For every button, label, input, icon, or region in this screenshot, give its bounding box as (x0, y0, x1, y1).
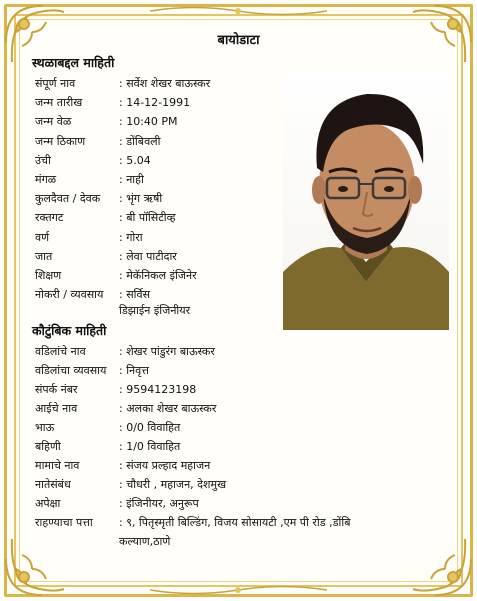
family-value: : निवृत्त (119, 364, 149, 377)
personal-label: नोकरी / व्यवसाय (35, 288, 104, 302)
page-title: बायोडाटा (217, 33, 260, 48)
personal-value: : 14-12-1991 (119, 96, 191, 110)
personal-label: मंगळ (35, 173, 57, 186)
family-label: मामाचे नाव (35, 459, 80, 472)
personal-label: कुलदैवत / देवक (35, 192, 101, 206)
personal-value: : नाही (119, 173, 144, 186)
personal-label: जन्म तारीख (35, 96, 83, 110)
personal-value: : सर्वेश शेखर बाऊस्कर (119, 77, 211, 90)
address-continued: कल्याण,ठाणे (119, 535, 171, 548)
personal-value: : गोरा (119, 230, 143, 244)
family-value: : इंजिनीयर, अनुरूप (119, 497, 199, 510)
family-value: : 9594123198 (119, 383, 197, 396)
section-title-personal: स्थळाबद्दल माहिती (32, 55, 115, 70)
family-label: संपर्क नंबर (35, 383, 78, 396)
family-value: : अलका शेखर बाऊस्कर (119, 402, 217, 415)
family-label: राहण्याचा पत्ता (35, 516, 93, 529)
top-ornament-icon (150, 4, 327, 18)
bottom-ornament-icon (150, 583, 327, 597)
family-value: : 0/0 विवाहित (119, 421, 181, 434)
personal-label: रक्तगट (35, 211, 64, 225)
corner-ornament-icon (403, 527, 475, 599)
family-value: : शेखर पांडुरंग बाऊस्कर (119, 345, 215, 358)
personal-label: शिक्षण (35, 269, 62, 282)
occupation-continued: डिझाईन इंजिनीयर (119, 304, 191, 317)
family-value: : चौधरी , महाजन, देशमुख (119, 478, 227, 491)
section-title-family: कौटुंबिक माहिती (32, 323, 107, 338)
personal-label: जात (35, 249, 53, 263)
family-label: वडिलांचे नाव (35, 345, 86, 358)
family-label: अपेक्षा (35, 497, 61, 510)
personal-value: : बी पॉसिटीव्ह (119, 211, 176, 225)
personal-label: वर्ण (35, 230, 50, 244)
profile-photo (283, 72, 449, 330)
personal-value: : भृंग ऋषी (119, 192, 163, 206)
personal-value: : 5.04 (119, 153, 151, 167)
personal-value: : मेकॅनिकल इंजिनेर (119, 269, 197, 282)
personal-label: उंची (35, 153, 51, 167)
personal-label: जन्म वेळ (35, 115, 72, 129)
family-label: बहिणी (35, 440, 61, 453)
personal-value: : 10:40 PM (119, 115, 178, 129)
personal-value: : लेवा पाटीदार (119, 249, 177, 263)
family-value: : ९, पितृस्मृती बिल्डिंग, विजय सोसायटी ,एम पी रोड ,डोंबि (119, 516, 351, 529)
family-value: : संजय प्रल्हाद महाजन (119, 459, 211, 472)
family-label: आईचे नाव (35, 402, 78, 415)
family-label: भाऊ (35, 421, 55, 434)
corner-ornament-icon (2, 527, 74, 599)
personal-value: : सर्विस (119, 288, 151, 302)
family-label: नातेसंबंध (35, 478, 71, 491)
personal-label: जन्म ठिकाण (35, 134, 86, 148)
personal-label: संपूर्ण नाव (35, 77, 76, 90)
family-value: : 1/0 विवाहित (119, 440, 181, 453)
family-label: वडिलांचा व्यवसाय (35, 364, 107, 377)
personal-value: : डोंबिवली (119, 134, 161, 148)
